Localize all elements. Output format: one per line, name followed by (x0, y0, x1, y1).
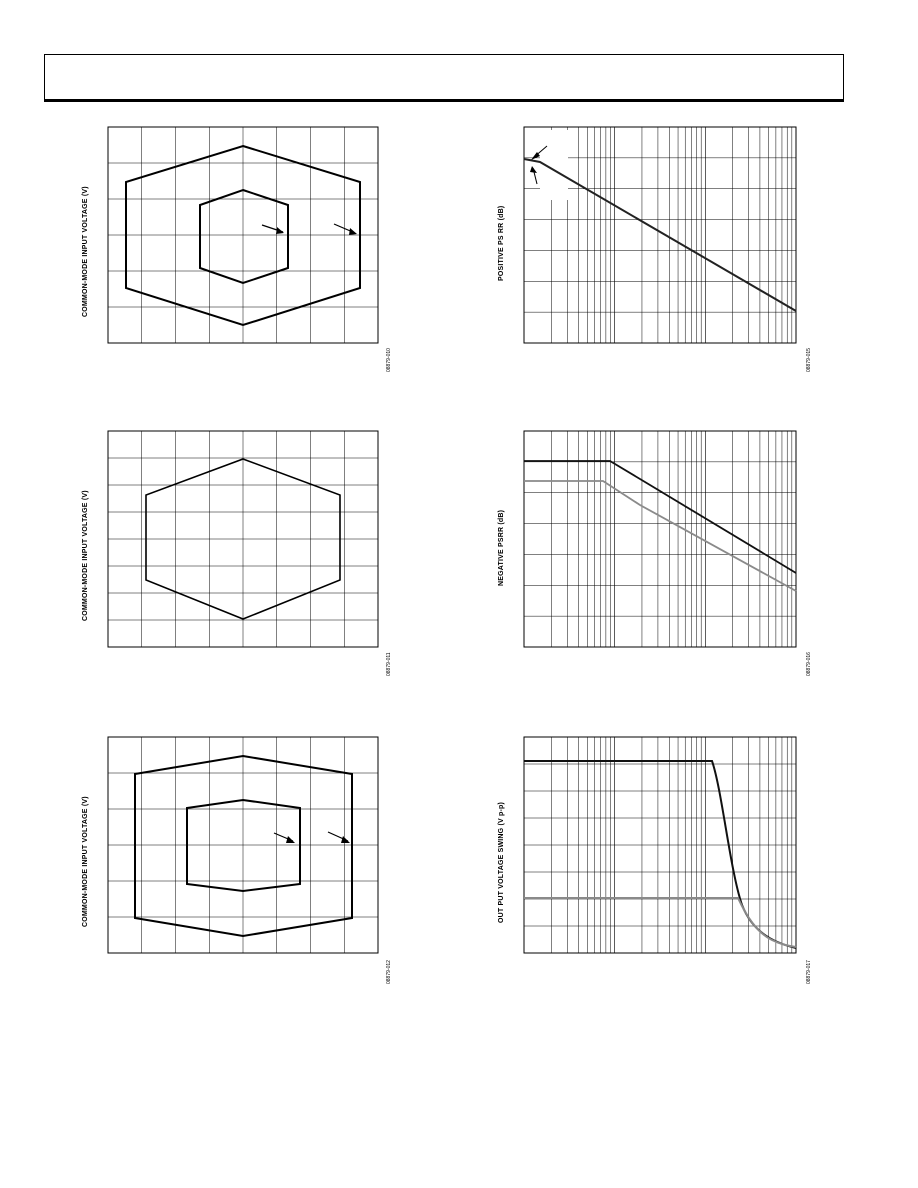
figure-number: 08879-016 (806, 652, 812, 676)
series-2-line (524, 898, 796, 947)
y-axis-label: COMMON-MODE INPUT VOLTAGE (V) (82, 490, 89, 621)
figure-number: 08879-017 (806, 960, 812, 984)
y-axis-label: NEGATIVE PSRR (dB) (498, 509, 505, 586)
y-axis-label: OUT PUT VOLTAGE SWING (V p-p) (498, 801, 505, 923)
figure-number: 08879-010 (386, 348, 392, 372)
figure-number: 08879-012 (386, 960, 392, 984)
y-axis-label: COMMON-MODE INPUT VOLTAGE (V) (82, 796, 89, 927)
y-axis-label: POSITIVE PS RR (dB) (498, 205, 505, 281)
figure-number: 08879-011 (386, 652, 392, 676)
y-axis-label: COMMON-MODE INPUT VOLTAGE (V) (82, 186, 89, 317)
figure-number: 08879-015 (806, 348, 812, 372)
series-1-line (524, 761, 796, 948)
